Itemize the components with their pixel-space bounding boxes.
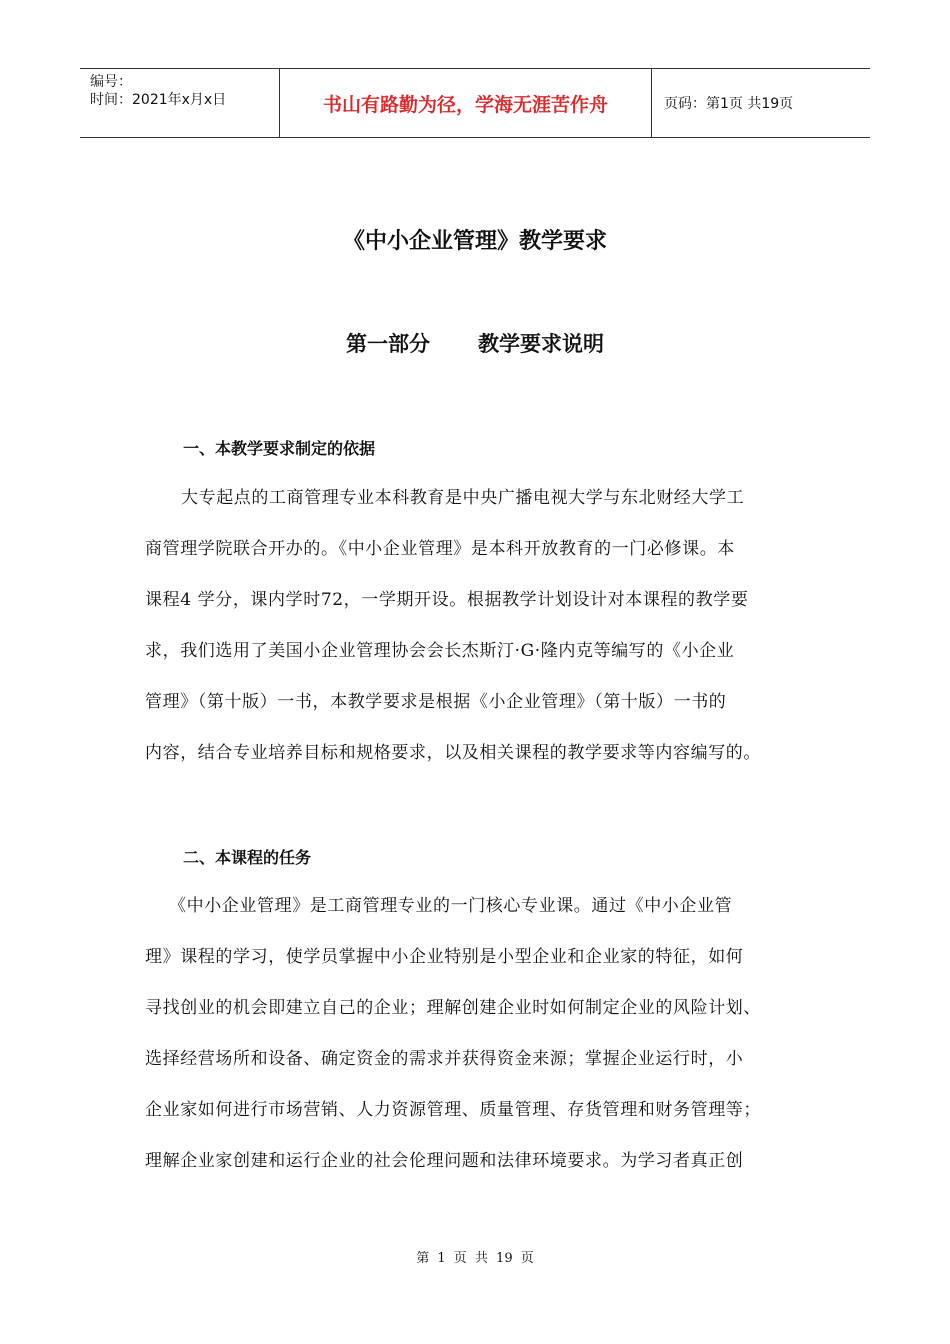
section-paragraph-1 (145, 473, 815, 779)
paragraph-line: 内容，结合专业培养目标和规格要求，以及相关课程的教学要求等内容编写的。 (145, 743, 761, 763)
paragraph-line: 理解企业家创建和运行企业的社会伦理问题和法律环境要求。为学习者真正创 (145, 1151, 744, 1171)
part-number: 第一部分 (346, 332, 430, 356)
time-label: 时间：2021年x月x日 (90, 92, 227, 108)
part-title (0, 328, 950, 358)
paragraph-line: 管理》（第十版）一书，本教学要求是根据《小企业管理》（第十版）一书的 (145, 692, 727, 712)
paragraph-line: 企业家如何进行市场营销、人力资源管理、质量管理、存货管理和财务管理等； (145, 1100, 761, 1120)
section-paragraph-2 (145, 881, 815, 1187)
paragraph-line: 选择经营场所和设备、确定资金的需求并获得资金来源；掌握企业运行时，小 (145, 1049, 744, 1069)
section-heading-2: 二、本课程的任务 (183, 848, 312, 867)
paragraph-line: 寻找创业的机会即建立自己的企业；理解创建企业时如何制定企业的风险计划、 (145, 998, 761, 1018)
paragraph-line: 课程4 学分，课内学时72，一学期开设。根据教学计划设计对本课程的教学要 (145, 590, 749, 610)
header-motto: 书山有路勤为径，学海无涯苦作舟 (280, 69, 652, 137)
header-page-info: 页码：第1页 共19页 (664, 96, 794, 112)
paragraph-line: 商管理学院联合开办的。《中小企业管理》是本科开放教育的一门必修课。本 (145, 539, 735, 559)
header-meta (80, 69, 280, 137)
paragraph-line: 理》课程的学习，使学员掌握中小企业特别是小型企业和企业家的特征，如何 (145, 947, 744, 967)
section-heading-1: 一、本教学要求制定的依据 (183, 439, 376, 458)
document-title: 《中小企业管理》教学要求 (342, 229, 607, 254)
paragraph-line: 大专起点的工商管理专业本科教育是中央广播电视大学与东北财经大学工 (181, 488, 745, 508)
paragraph-line: 《中小企业管理》是工商管理专业的一门核心专业课。通过《中小企业管 (169, 896, 733, 916)
part-name: 教学要求说明 (478, 332, 604, 356)
page-footer: 第 1 页 共 19 页 (416, 1251, 534, 1266)
page-header (80, 68, 870, 138)
paragraph-line: 求，我们选用了美国小企业管理协会会长杰斯汀·G·隆内克等编写的《小企业 (145, 641, 735, 661)
number-label: 编号： (90, 74, 132, 90)
